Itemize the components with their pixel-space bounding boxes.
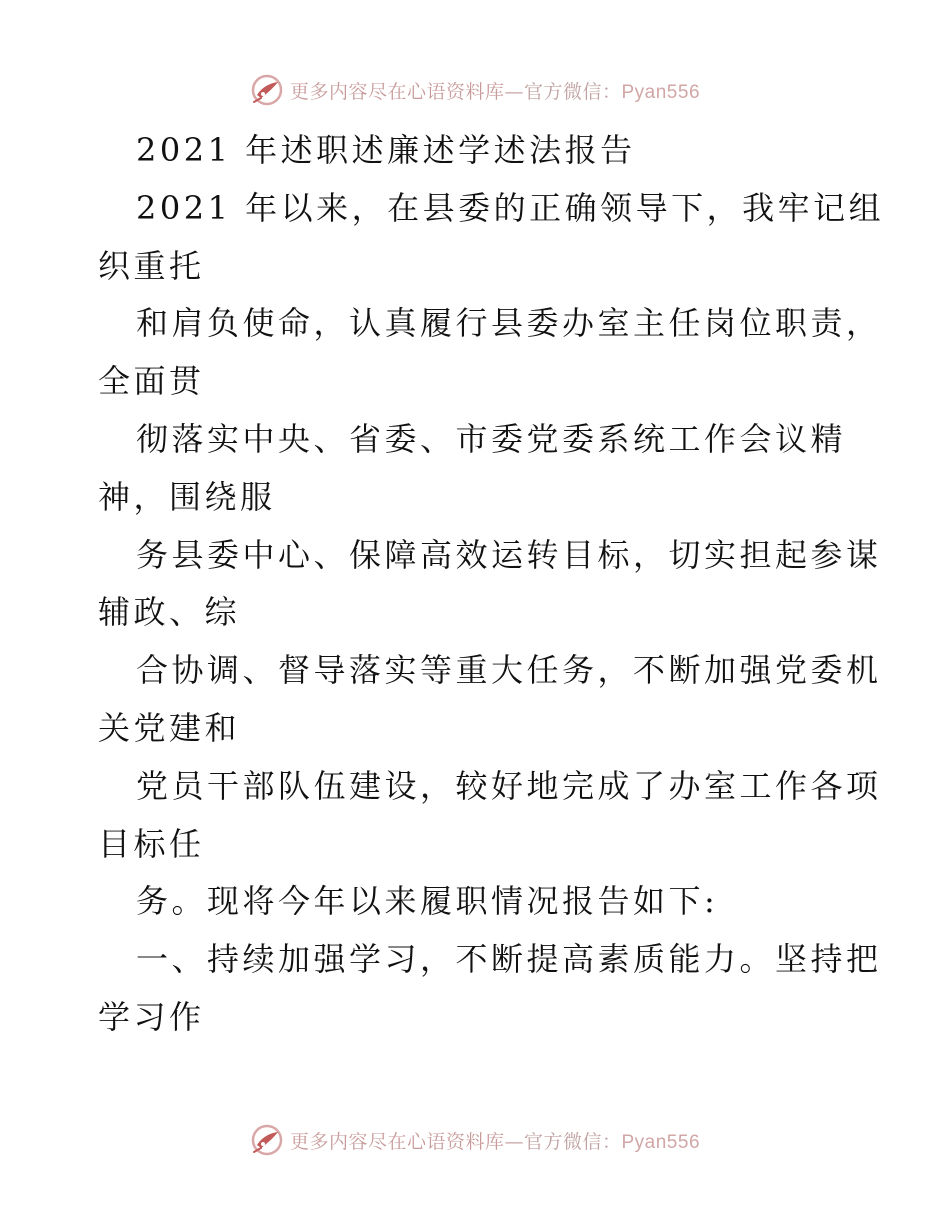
watermark-label: 官方微信： (523, 1130, 622, 1153)
paragraph-line: 务县委中心、保障高效运转目标，切实担起参谋 (136, 535, 882, 574)
footer-watermark (0, 1122, 950, 1158)
paragraph-line: 彻落实中央、省委、市委党委系统工作会议精 (136, 419, 847, 458)
paragraph-line: 合协调、督导落实等重大任务，不断加强党委机 (136, 651, 882, 690)
watermark-site: 更多内容尽在心语资料库 (289, 80, 505, 103)
watermark-label: 官方微信： (523, 80, 622, 103)
watermark-dash: — (504, 1130, 524, 1153)
paragraph-line: 神，围绕服 (98, 477, 276, 516)
paragraph-line: 织重托 (98, 246, 205, 285)
paragraph-line: 党员干部队伍建设，较好地完成了办室工作各项 (136, 766, 882, 805)
paragraph-line: 务。现将今年以来履职情况报告如下: (136, 882, 719, 921)
pen-nib-logo-icon (250, 73, 284, 107)
section-heading-line: 一、持续加强学习，不断提高素质能力。坚持把 (136, 940, 882, 979)
header-watermark (0, 72, 950, 108)
watermark-text (290, 77, 700, 104)
paragraph-line: 和肩负使命，认真履行县委办室主任岗位职责， (136, 304, 882, 343)
document-title: 2021 年述职述廉述学述法报告 (136, 131, 636, 169)
watermark-wechat-id: Pyan556 (621, 1131, 701, 1153)
pen-nib-logo-icon (250, 1123, 284, 1157)
watermark-site: 更多内容尽在心语资料库 (289, 1130, 505, 1153)
paragraph-line: 辅政、综 (98, 593, 241, 632)
document-body (98, 122, 885, 1047)
paragraph-line: 学习作 (98, 997, 205, 1036)
watermark-dash: — (504, 80, 524, 103)
paragraph-line: 全面贯 (98, 362, 205, 401)
paragraph-line: 2021 年以来，在县委的正确领导下，我牢记组 (136, 188, 885, 227)
paragraph-line: 关党建和 (98, 708, 241, 747)
paragraph-line: 目标任 (98, 824, 205, 863)
watermark-text (290, 1127, 700, 1154)
watermark-wechat-id: Pyan556 (621, 81, 701, 103)
